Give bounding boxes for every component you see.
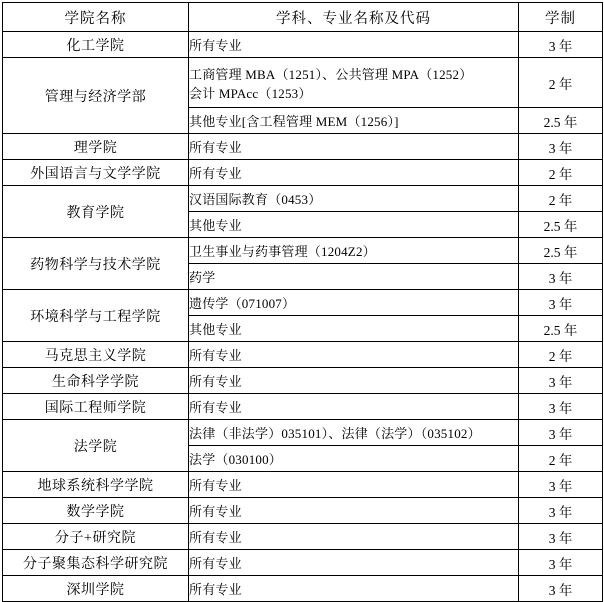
cell-duration: 3 年 (519, 498, 603, 524)
cell-college-name: 深圳学院 (3, 576, 189, 602)
cell-college-name: 法学院 (3, 420, 189, 472)
cell-major-name: 所有专业 (189, 160, 519, 186)
cell-duration: 2 年 (519, 446, 603, 472)
column-header-years: 学制 (519, 3, 603, 32)
cell-college-name: 生命科学学院 (3, 368, 189, 394)
table-row (3, 576, 603, 602)
cell-duration: 3 年 (519, 134, 603, 160)
table-row (3, 550, 603, 576)
cell-duration: 3 年 (519, 264, 603, 290)
column-header-college: 学院名称 (3, 3, 189, 32)
table-row (3, 498, 603, 524)
cell-duration: 2.5 年 (519, 238, 603, 264)
cell-college-name: 国际工程师学院 (3, 394, 189, 420)
cell-duration: 3 年 (519, 394, 603, 420)
cell-college-name: 外国语言与文学学院 (3, 160, 189, 186)
table-row (3, 238, 603, 264)
cell-duration: 3 年 (519, 550, 603, 576)
cell-duration: 3 年 (519, 420, 603, 446)
cell-major-name: 所有专业 (189, 368, 519, 394)
cell-duration: 2 年 (519, 186, 603, 212)
cell-major-name: 法律（非法学）035101）、法律（法学）（035102） (189, 420, 519, 446)
cell-college-name: 理学院 (3, 134, 189, 160)
cell-duration: 3 年 (519, 524, 603, 550)
table-row (3, 290, 603, 316)
table-header-row (3, 3, 603, 32)
cell-major-name: 遗传学（071007） (189, 290, 519, 316)
column-header-major: 学科、专业名称及代码 (189, 3, 519, 32)
cell-college-name: 分子+研究院 (3, 524, 189, 550)
cell-major-name: 其他专业[含工程管理 MEM（1256）] (189, 108, 519, 134)
cell-duration: 2 年 (519, 58, 603, 108)
cell-duration: 3 年 (519, 290, 603, 316)
major-line: 会计 MPAcc（1253） (189, 85, 312, 101)
table-row (3, 134, 603, 160)
cell-major-name (189, 58, 519, 108)
cell-duration: 2 年 (519, 342, 603, 368)
cell-duration: 2.5 年 (519, 108, 603, 134)
cell-college-name: 管理与经济学部 (3, 58, 189, 134)
cell-major-name: 药学 (189, 264, 519, 290)
cell-duration: 2.5 年 (519, 212, 603, 238)
table-row (3, 186, 603, 212)
cell-duration: 3 年 (519, 368, 603, 394)
cell-major-name: 所有专业 (189, 134, 519, 160)
table-row (3, 160, 603, 186)
cell-major-name: 所有专业 (189, 32, 519, 58)
table-row (3, 472, 603, 498)
cell-major-name: 所有专业 (189, 472, 519, 498)
cell-duration: 2 年 (519, 160, 603, 186)
cell-major-name: 所有专业 (189, 576, 519, 602)
cell-major-name: 其他专业 (189, 316, 519, 342)
table-row (3, 58, 603, 108)
cell-major-name: 所有专业 (189, 342, 519, 368)
table-row (3, 32, 603, 58)
cell-college-name: 药物科学与技术学院 (3, 238, 189, 290)
cell-college-name: 地球系统科学学院 (3, 472, 189, 498)
programs-table (2, 2, 603, 602)
table-row (3, 420, 603, 446)
table-row (3, 394, 603, 420)
table-row (3, 524, 603, 550)
cell-college-name: 环境科学与工程学院 (3, 290, 189, 342)
cell-college-name: 教育学院 (3, 186, 189, 238)
cell-duration: 2.5 年 (519, 316, 603, 342)
cell-college-name: 化工学院 (3, 32, 189, 58)
cell-major-name: 所有专业 (189, 498, 519, 524)
cell-major-name: 所有专业 (189, 524, 519, 550)
cell-major-name: 所有专业 (189, 550, 519, 576)
cell-duration: 3 年 (519, 472, 603, 498)
major-line: 工商管理 MBA（1251）、公共管理 MPA（1252） (189, 66, 473, 82)
cell-duration: 3 年 (519, 32, 603, 58)
cell-duration: 3 年 (519, 576, 603, 602)
table-row (3, 368, 603, 394)
cell-college-name: 马克思主义学院 (3, 342, 189, 368)
cell-college-name: 分子聚集态科学研究院 (3, 550, 189, 576)
table-row (3, 342, 603, 368)
cell-college-name: 数学学院 (3, 498, 189, 524)
cell-major-name: 所有专业 (189, 394, 519, 420)
cell-major-name: 卫生事业与药事管理（1204Z2） (189, 238, 519, 264)
cell-major-name: 其他专业 (189, 212, 519, 238)
cell-major-name: 汉语国际教育（0453） (189, 186, 519, 212)
cell-major-name: 法学（030100） (189, 446, 519, 472)
